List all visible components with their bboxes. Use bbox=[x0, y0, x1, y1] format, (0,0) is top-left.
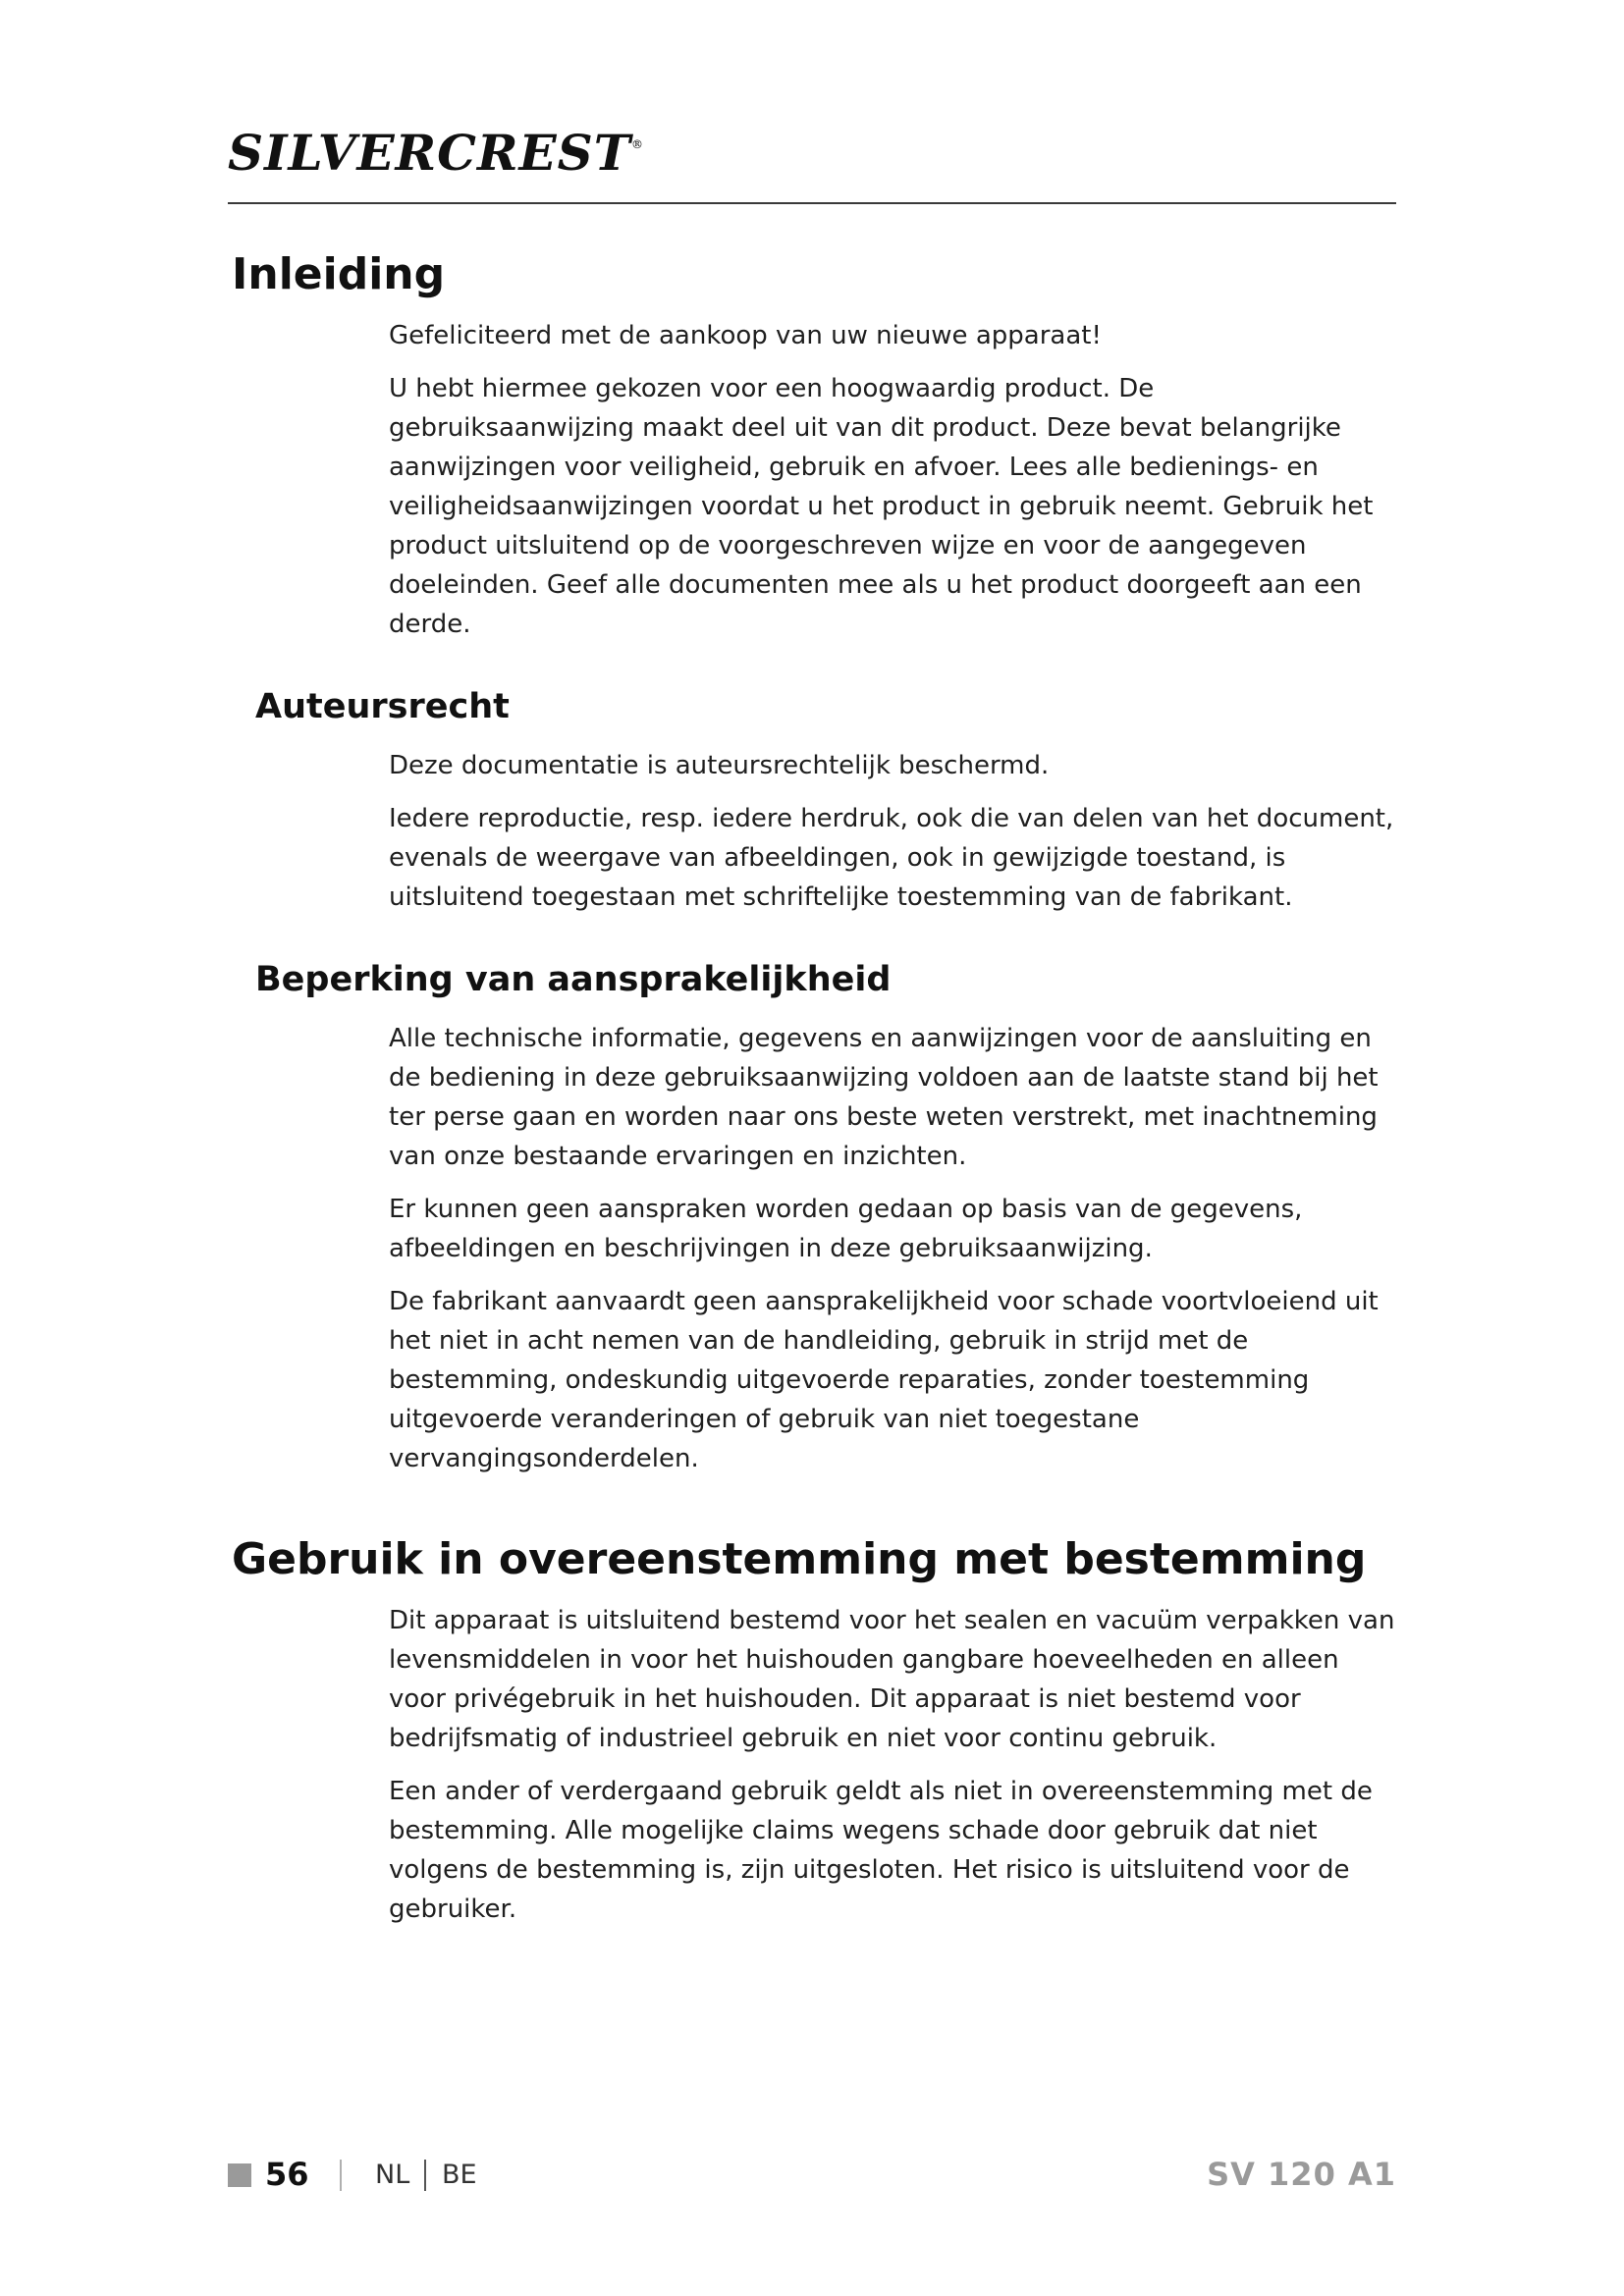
paragraph: Gefeliciteerd met de aankoop van uw nieuwe apparaat! bbox=[389, 320, 1102, 350]
section-title-gebruik: Gebruik in overeenstemming met bestemming bbox=[232, 1534, 1367, 1585]
section-text-gebruik bbox=[389, 1601, 1400, 1929]
brand-logo bbox=[228, 124, 644, 182]
brand-name: SILVERCREST bbox=[228, 124, 631, 182]
page-footer bbox=[228, 2152, 1396, 2201]
registered-mark: ® bbox=[630, 137, 644, 151]
paragraph: Een ander of verdergaand gebruik geldt als niet in overeenstemming met de bestemming. Alle mogelijke claims wegens schade door gebruik dat niet volgens de bestemming is, zijn uitgesloten. Het risico is uitsluitend voor de gebruiker. bbox=[389, 1776, 1373, 1924]
paragraph: Dit apparaat is uitsluitend bestemd voor het sealen en vacuüm verpakken van levensmiddelen in voor het huishouden gangbare hoeveelheden en alleen voor privégebruik in het huishouden. Dit apparaat is niet bestemd voor bedrijfsmatig of industrieel gebruik en niet voor continu gebruik. bbox=[389, 1605, 1395, 1753]
square-icon bbox=[228, 2163, 251, 2187]
section-text-beperking bbox=[389, 1019, 1400, 1478]
language-code: NL bbox=[375, 2160, 410, 2190]
section-title-beperking: Beperking van aansprakelijkheid bbox=[255, 959, 892, 999]
footer-divider bbox=[424, 2160, 426, 2191]
footer-divider bbox=[340, 2160, 342, 2191]
paragraph: Alle technische informatie, gegevens en aanwijzingen voor de aansluiting en de bediening in deze gebruiksaanwijzing voldoen aan de laatste stand bij het ter perse gaan en worden naar ons beste weten verstrekt, met inachtneming van onze bestaande ervaringen en inzichten. bbox=[389, 1024, 1379, 1172]
page-number: 56 bbox=[265, 2156, 309, 2193]
paragraph: Iedere reproductie, resp. iedere herdruk, ook die van delen van het document, evenals de weergave van afbeeldingen, ook in gewijzigde toestand, is uitsluitend toegestaan met schriftelijke toestemming van de fabrikant. bbox=[389, 803, 1394, 912]
paragraph: Er kunnen geen aanspraken worden gedaan op basis van de gegevens, afbeeldingen en beschrijvingen in deze gebruiksaanwijzing. bbox=[389, 1195, 1303, 1264]
model-number: SV 120 A1 bbox=[1207, 2156, 1396, 2193]
section-title-inleiding: Inleiding bbox=[232, 249, 446, 299]
paragraph: De fabrikant aanvaardt geen aansprakelijkheid voor schade voortvloeiend uit het niet in acht nemen van de handleiding, gebruik in strijd met de bestemming, ondeskundig uitgevoerde reparaties, zonder toestemming uitgevoerde veranderingen of gebruik van niet toegestane vervangingsonderdelen. bbox=[389, 1287, 1379, 1474]
section-text-inleiding bbox=[389, 316, 1400, 644]
paragraph: Deze documentatie is auteursrechtelijk beschermd. bbox=[389, 750, 1050, 780]
page-header bbox=[228, 116, 1396, 204]
section-title-auteursrecht: Auteursrecht bbox=[255, 686, 510, 726]
paragraph: U hebt hiermee gekozen voor een hoogwaardig product. De gebruiksaanwijzing maakt deel uit van dit product. Deze bevat belangrijke aanwijzingen voor veiligheid, gebruik en afvoer. Lees alle bedienings- en veiligheidsaanwijzingen voordat u het product in gebruik neemt. Gebruik het product uitsluitend op de voorgeschreven wijze en voor de aangegeven doeleinden. Geef alle documenten mee als u het product doorgeeft aan een derde. bbox=[389, 373, 1374, 639]
section-text-auteursrecht bbox=[389, 746, 1400, 917]
region-code: BE bbox=[442, 2160, 477, 2190]
document-body bbox=[232, 250, 1410, 1943]
